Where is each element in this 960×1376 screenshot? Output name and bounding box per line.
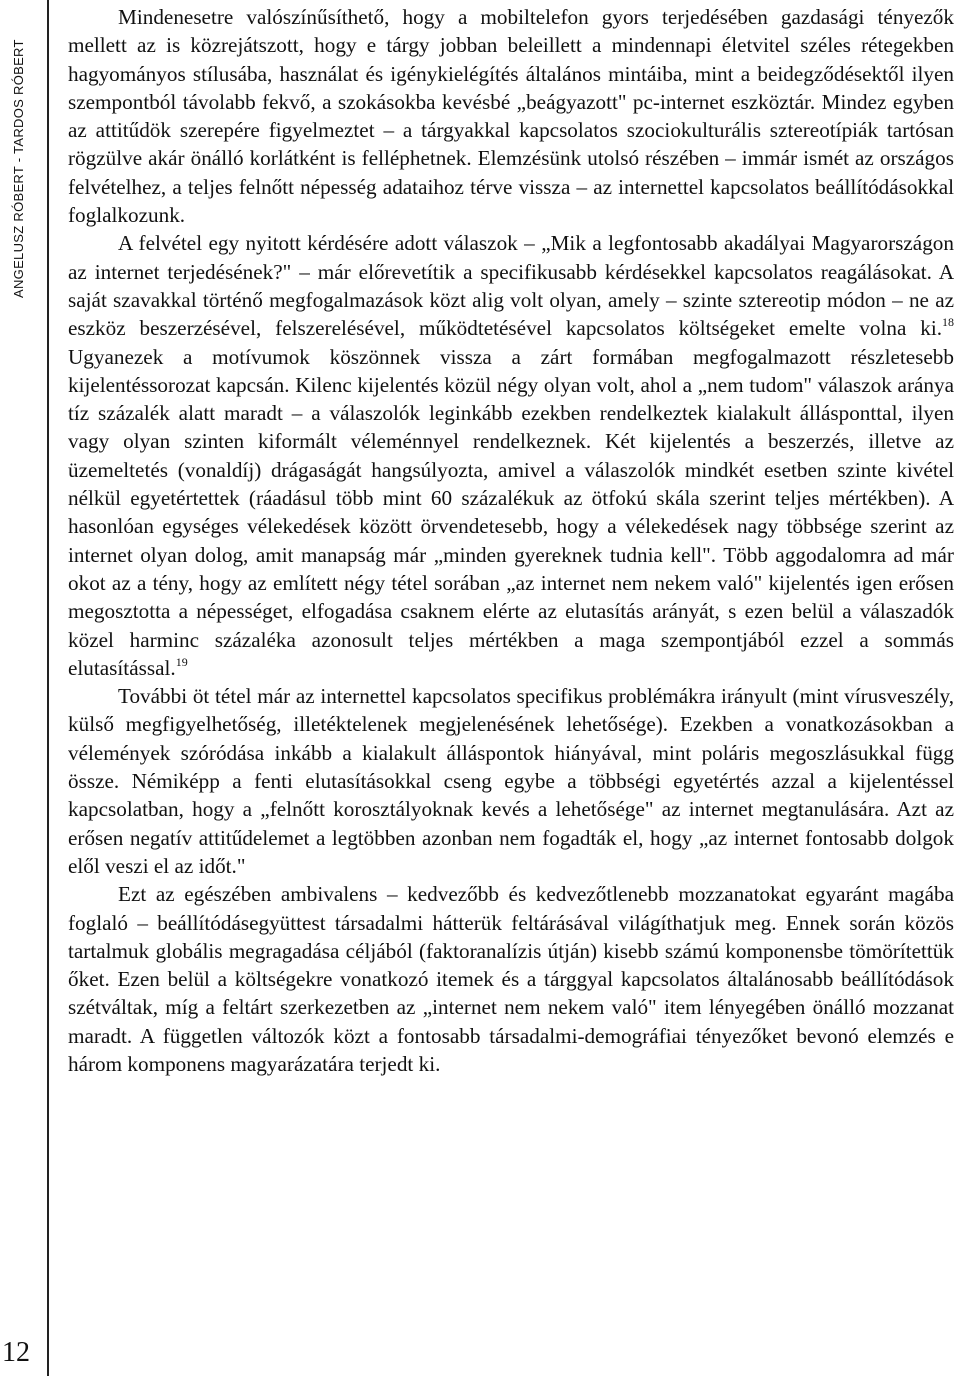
margin-rule xyxy=(47,0,49,1376)
paragraph-2 xyxy=(68,229,954,682)
paragraph-2-part-a: A felvétel egy nyitott kérdésére adott válaszok – „Mik a legfontosabb akadályai Magyarországon az internet terjedésének?" – már előrevetítik a specifikusabb kérdésekkel kapcsolatos reagálásokat. A saját szavakkal történő megfogalmazások közt alig volt olyan, amely – szinte sztereotip módon – ne az eszköz beszerzésével, felszerelésével, működtetésével kapcsolatos költségeket emelte volna ki. xyxy=(68,231,954,341)
running-header: ANGELUSZ RÓBERT - TARDOS RÓBERT xyxy=(11,39,26,298)
paragraph-2-part-b: Ugyanezek a motívumok köszönnek vissza a zárt formában megfogalmazott részletesebb kijelentéssorozat kapcsán. Kilenc kijelentés közül négy olyan volt, ahol a „nem tudom" válaszok aránya tíz százalék alatt maradt – a válaszolók leginkább ezekben rendelkeztek kialakult állásponttal, ilyen vagy olyan szinten kiformált véleménnyel rendelkeznek. Két kijelentés a beszerzés, illetve az üzemeltetés (vonaldíj) drágaságát hangsúlyozta, amivel a válaszolók mindkét esetben szinte kivétel nélkül egyetértettek (ráadásul több mint 60 százalékuk az ötfokú skála szerint teljes mértékben). A hasonlóan egységes vélekedések között örvendetesebb, hogy a vélekedések nagy többsége szerint az internet olyan dolog, amit manapság már „minden gyereknek tudnia kell". Több aggodalomra ad már okot az a tény, hogy az említett négy tétel sorában „az internet nem nekem való" kijelentés igen erősen megosztotta a népességet, elfogadása csaknem elérte az elutasítás arányát, s ezen belül a válaszadók közel harminc százaléka azonosult teljes mértékben a maga szempontjából ezzel a sommás elutasítással. xyxy=(68,344,954,680)
paragraph-4: Ezt az egészében ambivalens – kedvezőbb és kedvezőtlenebb mozzanatokat egyaránt magába foglaló – beállítódásegyüttest társadalmi hátterük feltárásával világíthatjuk meg. Ennek során közös tartalmuk globális megragadása céljából (faktoranalízis útján) kisebb számú komponensbe tömörítettük őket. Ezen belül a költségekre vonatkozó itemek és a tárggyal kapcsolatos általánosabb beállítódások szétváltak, míg a feltárt szerkezetben az „internet nem nekem való" item lényegében önálló mozzanat maradt. A független változók közt a fontosabb társadalmi-demográfiai tényezőket bevonó elemzés e három komponens magyarázatára terjedt ki. xyxy=(68,882,954,1076)
page-number: 12 xyxy=(2,1337,30,1368)
footnote-ref-18[interactable]: 18 xyxy=(942,315,954,330)
footnote-ref-19[interactable]: 19 xyxy=(175,654,188,669)
paragraph-3: További öt tétel már az internettel kapcsolatos specifikus problémákra irányult (mint vírusveszély, külső megfigyelhetőség, illetéktelenek megjelenésének lehetősége). Ezekben a vonatkozásokban a vélemények szóródása inkább a kialakult álláspontok hiányával, mint poláris megoszlásukkal függ össze. Némiképp a fenti elutasításokkal cseng egybe a többségi egyetértés azzal a kijelentéssel kapcsolatban, hogy a „felnőtt korosztályoknak kevés a lehetősége" az internet megtanulására. Azt az erősen negatív attitűdelemet a legtöbben azonban nem fogadták el, hogy „az internet fontosabb dolgok elől veszi el az időt." xyxy=(68,684,954,878)
paragraph-1: Mindenesetre valószínűsíthető, hogy a mobiltelefon gyors terjedésében gazdasági tényezők mellett az is közrejátszott, hogy e tárgy jobban beleillett a mindennapi életvitel széles rétegekben hagyományos stílusába, használat és igénykielégítés általános mintáiba, mint a beidegződésektől ilyen szempontból távolabb fekvő, a szokásokba kevésbé „beágyazott" pc-internet eszköztár. Mindez egyben az attitűdök szerepére figyelmeztet – a tárgyakkal kapcsolatos szociokulturális sztereotípiák tartósan rögzülve akár önálló korlátként is felléphetnek. Elemzésünk utolsó részében – immár ismét az országos felvételhez, a teljes felnőtt népesség adataihoz térve vissza – az internettel kapcsolatos beállítódásokkal foglalkozunk. xyxy=(68,5,954,228)
article-body xyxy=(68,3,954,1078)
